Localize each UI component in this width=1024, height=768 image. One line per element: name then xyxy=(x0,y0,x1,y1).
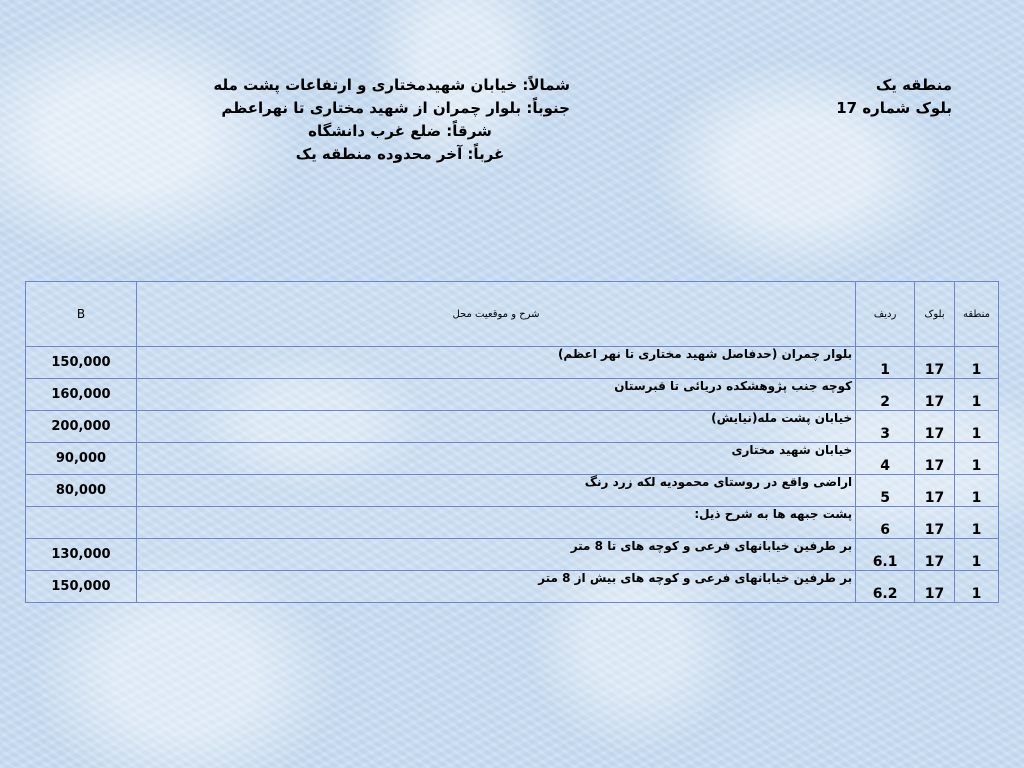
header-zone: منطقه xyxy=(955,282,999,347)
cell-description: بر طرفین خیابانهای فرعی و کوچه های بیش از 8 متر xyxy=(136,571,855,603)
cell-zone: 1 xyxy=(955,379,999,411)
cell-row: 2 xyxy=(856,379,915,411)
west-border: غرباً: آخر محدوده منطقه یک xyxy=(295,145,505,163)
cell-row: 5 xyxy=(856,475,915,507)
cell-block: 17 xyxy=(915,379,955,411)
cell-zone: 1 xyxy=(955,443,999,475)
header-description: شرح و موقعیت محل xyxy=(136,282,855,347)
cell-price: 150,000 xyxy=(26,347,137,379)
cell-zone: 1 xyxy=(955,571,999,603)
cell-zone: 1 xyxy=(955,507,999,539)
cell-price: 200,000 xyxy=(26,411,137,443)
cell-zone: 1 xyxy=(955,475,999,507)
cell-price xyxy=(26,507,137,539)
cell-price: 80,000 xyxy=(26,475,137,507)
table-row xyxy=(26,539,999,571)
cell-block: 17 xyxy=(915,507,955,539)
cell-description: پشت جبهه ها به شرح ذیل: xyxy=(136,507,855,539)
cell-description: کوچه جنب پژوهشکده دریائی تا قبرستان xyxy=(136,379,855,411)
block-title: بلوک شماره 17 xyxy=(836,99,952,117)
cell-row: 6.1 xyxy=(856,539,915,571)
table-row xyxy=(26,571,999,603)
cell-block: 17 xyxy=(915,411,955,443)
cell-price: 130,000 xyxy=(26,539,137,571)
cell-row: 1 xyxy=(856,347,915,379)
cell-block: 17 xyxy=(915,571,955,603)
cell-price: 90,000 xyxy=(26,443,137,475)
table-row xyxy=(26,347,999,379)
zone-block-heading xyxy=(836,74,952,120)
cell-description: بر طرفین خیابانهای فرعی و کوچه های تا 8 متر xyxy=(136,539,855,571)
table-row xyxy=(26,507,999,539)
header-price: B xyxy=(26,282,137,347)
zone-title: منطقه یک xyxy=(875,76,952,94)
cell-description: اراضی واقع در روستای محمودیه لکه زرد رنگ xyxy=(136,475,855,507)
table-row xyxy=(26,475,999,507)
cell-description: بلوار چمران (حدفاصل شهید مختاری تا نهر اعظم) xyxy=(136,347,855,379)
east-border: شرقاً: ضلع غرب دانشگاه xyxy=(308,122,492,140)
cell-zone: 1 xyxy=(955,347,999,379)
cell-row: 4 xyxy=(856,443,915,475)
cell-row: 6.2 xyxy=(856,571,915,603)
table-row xyxy=(26,411,999,443)
block-borders xyxy=(213,74,570,166)
cell-description: خیابان شهید مختاری xyxy=(136,443,855,475)
south-border: جنوباً: بلوار چمران از شهید مختاری تا نهراعظم xyxy=(221,99,570,117)
cell-block: 17 xyxy=(915,539,955,571)
price-table xyxy=(25,281,999,603)
cell-block: 17 xyxy=(915,443,955,475)
cell-description: خیابان پشت مله(نیایش) xyxy=(136,411,855,443)
table-row xyxy=(26,443,999,475)
cell-row: 3 xyxy=(856,411,915,443)
cell-zone: 1 xyxy=(955,411,999,443)
north-border: شمالاً: خیابان شهیدمختاری و ارتفاعات پشت مله xyxy=(213,76,570,94)
table-header-row xyxy=(26,282,999,347)
header-row: ردیف xyxy=(856,282,915,347)
header-block: بلوک xyxy=(915,282,955,347)
cell-block: 17 xyxy=(915,347,955,379)
cell-price: 150,000 xyxy=(26,571,137,603)
cell-block: 17 xyxy=(915,475,955,507)
cell-price: 160,000 xyxy=(26,379,137,411)
table-row xyxy=(26,379,999,411)
cell-row: 6 xyxy=(856,507,915,539)
cell-zone: 1 xyxy=(955,539,999,571)
